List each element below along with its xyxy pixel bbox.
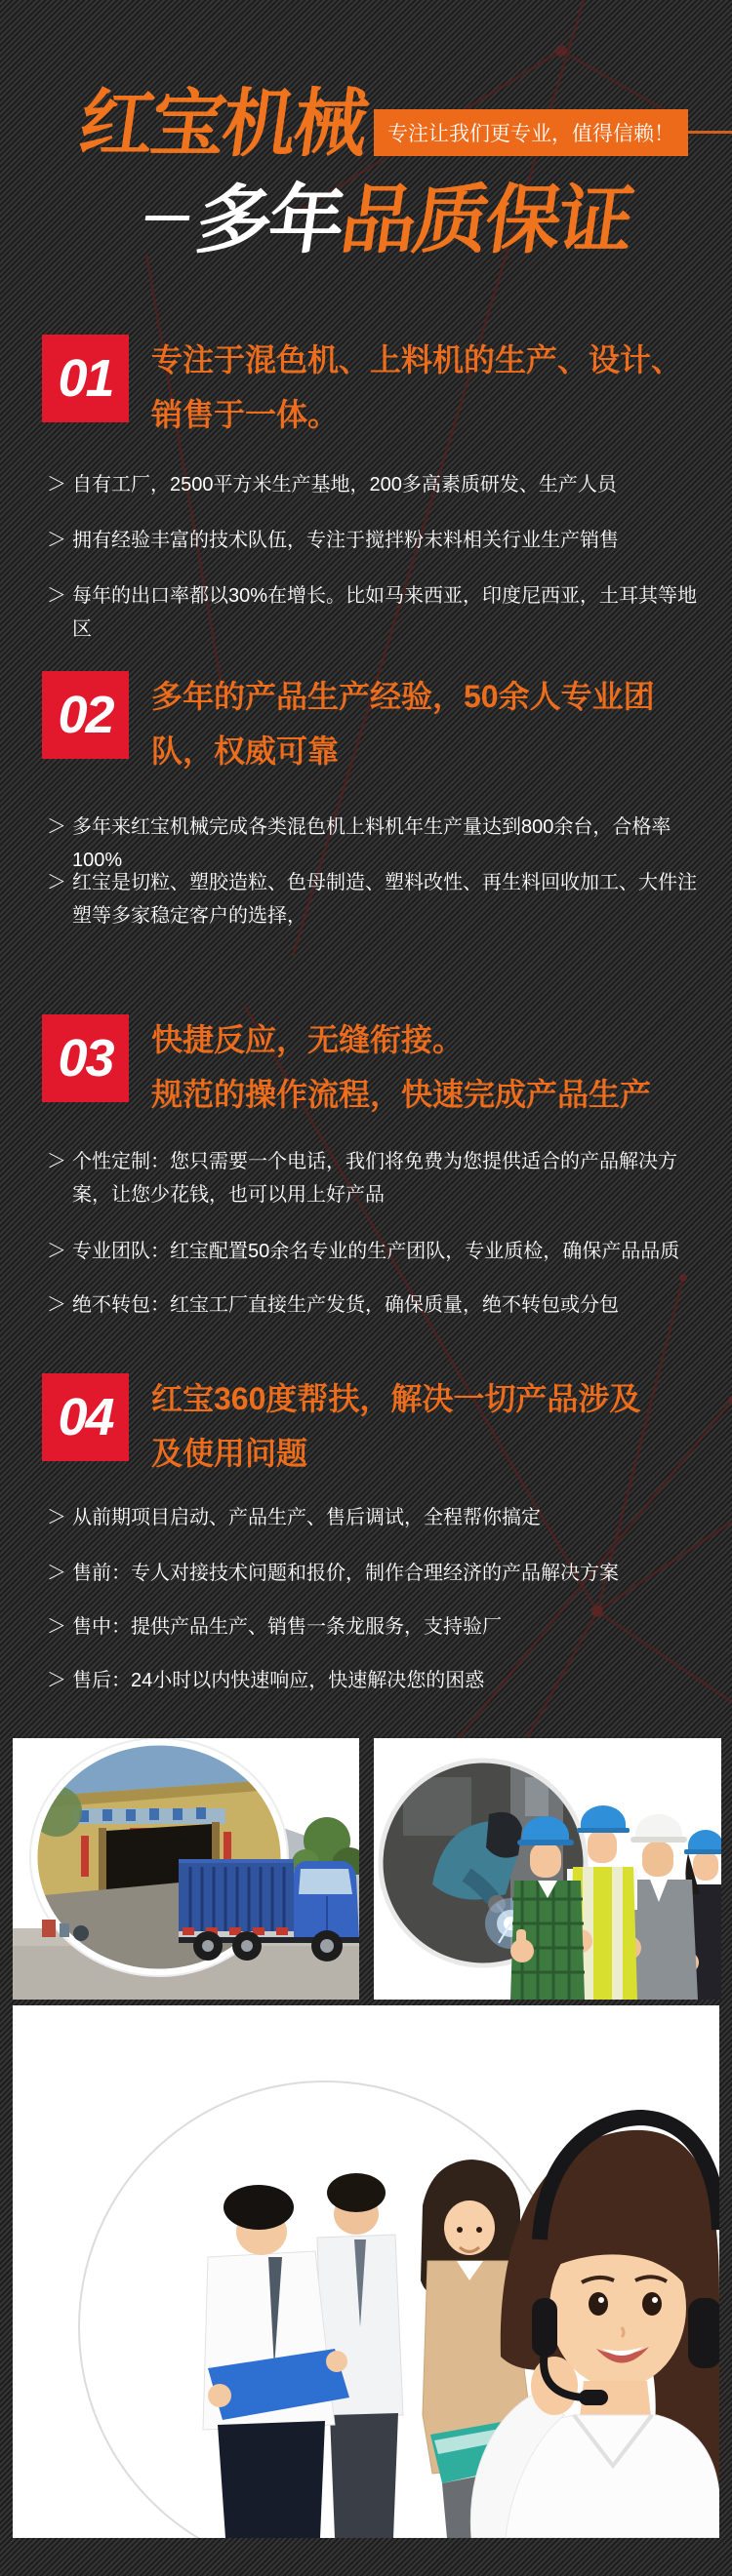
team-photo-card (374, 1738, 721, 2000)
bullet-marker: ＞ (47, 1616, 66, 1638)
team-photo-illustration (374, 1738, 721, 2000)
section-04-bullet-3 (47, 1610, 707, 1644)
slogan-text: 专注让我们更专业，值得信赖！ (387, 123, 674, 145)
section-04-number-badge: 04 (42, 1373, 129, 1461)
heading-line: 红宝360度帮扶，解决一切产品涉及 (151, 1381, 641, 1416)
heading-line: 规范的操作流程，快速完成产品生产 (151, 1077, 652, 1112)
heading-line: 多年的产品生产经验，50余人专业团 (151, 679, 655, 714)
heading-line: 及使用问题 (151, 1436, 308, 1471)
bullet-marker: ＞ (47, 530, 66, 551)
brand-title: 红宝机械 (74, 83, 372, 166)
bullet-marker: ＞ (47, 474, 66, 495)
section-03-bullet-1 (47, 1145, 707, 1211)
section-04-bullet-2 (47, 1557, 707, 1590)
bullet-marker: ＞ (47, 1507, 66, 1528)
section-04-bullet-4 (47, 1664, 707, 1697)
page-subtitle (191, 178, 637, 262)
slogan-badge-tail-line (688, 131, 732, 134)
bullet-marker: ＞ (47, 585, 66, 607)
service-photo-illustration (13, 2005, 719, 2538)
bullet-marker: ＞ (47, 1563, 66, 1584)
bullet-text: 绝不转包：红宝工厂直接生产发货，确保质量，绝不转包或分包 (72, 1294, 619, 1316)
bullet-text: 自有工厂，2500平方米生产基地，200多高素质研发、生产人员 (72, 474, 617, 495)
bullet-text: 红宝是切粒、塑胶造粒、色母制造、塑料改性、再生料回收加工、大件注塑等多家稳定客户的选择， (72, 872, 697, 927)
bullet-text: 专业团队：红宝配置50余名专业的生产团队，专业质检，确保产品品质 (72, 1241, 680, 1262)
bullet-text: 从前期项目启动、产品生产、售后调试，全程帮你搞定 (72, 1507, 541, 1528)
factory-photo-card (13, 1738, 359, 2000)
section-03-heading (151, 1012, 722, 1122)
bullet-marker: ＞ (47, 816, 66, 838)
section-04-heading (151, 1371, 722, 1481)
heading-line: 快捷反应，无缝衔接。 (151, 1022, 465, 1057)
bullet-text: 拥有经验丰富的技术队伍，专注于搅拌粉末料相关行业生产销售 (72, 530, 619, 551)
bullet-marker: ＞ (47, 1241, 66, 1262)
section-02-bullet-2 (47, 866, 707, 932)
section-01-bullet-3 (47, 579, 707, 646)
service-photo-card (13, 2005, 719, 2538)
slogan-badge (374, 109, 688, 156)
section-02-number-badge: 02 (42, 671, 129, 759)
bullet-text: 个性定制：您只需要一个电话，我们将免费为您提供适合的产品解决方案，让您少花钱，也可以用上好产品 (72, 1151, 677, 1206)
section-02-heading (151, 669, 722, 778)
section-01-bullet-1 (47, 468, 707, 501)
heading-line: 队，权威可靠 (151, 733, 340, 769)
section-03-bullet-3 (47, 1288, 707, 1322)
bullet-marker: ＞ (47, 872, 66, 893)
heading-line: 销售于一体。 (151, 397, 340, 432)
bullet-text: 售前：专人对接技术问题和报价，制作合理经济的产品解决方案 (72, 1563, 619, 1584)
section-03-number-badge: 03 (42, 1014, 129, 1102)
bullet-marker: ＞ (47, 1151, 66, 1172)
bullet-marker: ＞ (47, 1670, 66, 1691)
factory-photo-illustration (13, 1738, 359, 2000)
headset-mic (579, 2390, 608, 2405)
bullet-text: 售中：提供产品生产、销售一条龙服务，支持验厂 (72, 1616, 502, 1638)
headset-earcup-left (532, 2298, 557, 2357)
bullet-marker: ＞ (47, 1294, 66, 1316)
section-01-heading (151, 333, 722, 442)
headset-earcup-right (688, 2298, 719, 2368)
subtitle-dash (145, 216, 190, 220)
section-01-bullet-2 (47, 524, 707, 557)
bullet-text: 售后：24小时以内快速响应，快速解决您的困惑 (72, 1670, 485, 1691)
worker-plaid-shirt (510, 1816, 585, 2000)
subtitle-quality: 品质保证 (336, 178, 637, 262)
bullet-text: 每年的出口率都以30%在增长。比如马来西亚，印度尼西亚，土耳其等地区 (72, 585, 698, 640)
section-01-number-badge: 01 (42, 335, 129, 422)
subtitle-years: 多年 (191, 178, 348, 262)
bullet-text: 多年来红宝机械完成各类混色机上料机年生产量达到800余台，合格率100% (72, 816, 671, 871)
heading-line: 专注于混色机、上料机的生产、设计、 (151, 342, 683, 377)
section-03-bullet-2 (47, 1235, 707, 1268)
section-04-bullet-1 (47, 1501, 707, 1534)
